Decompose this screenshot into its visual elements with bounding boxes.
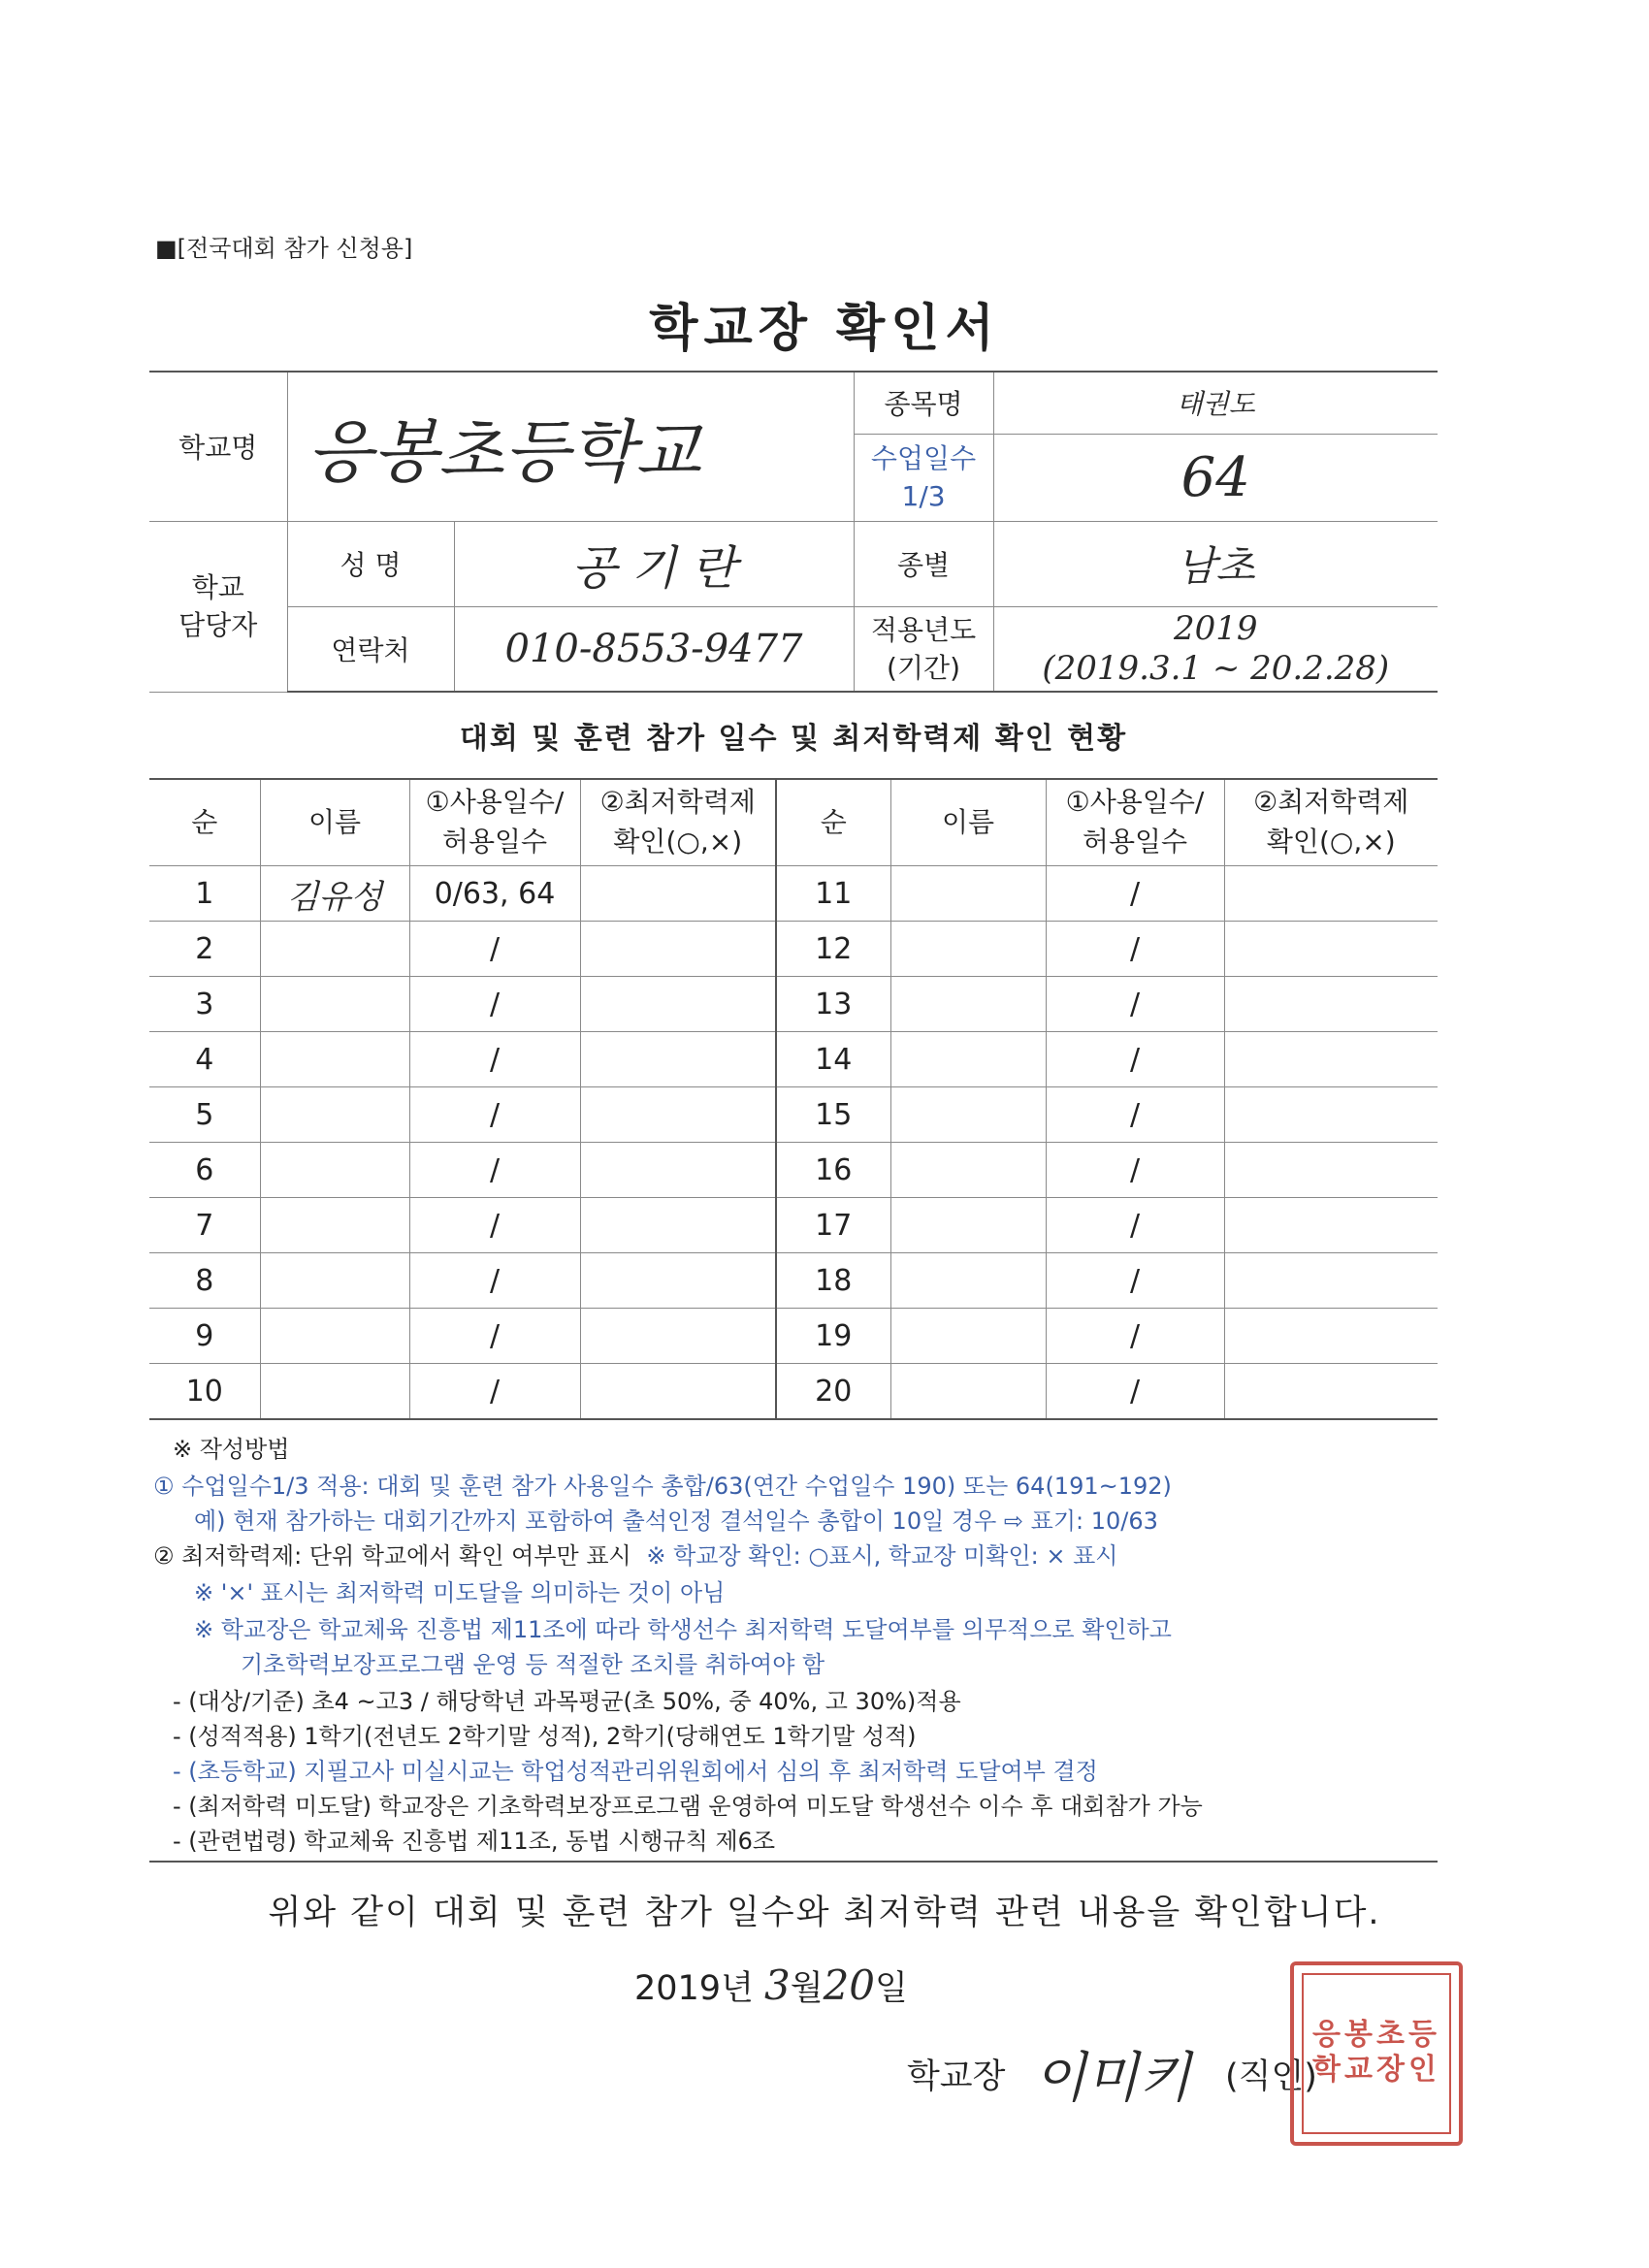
roster-right-name-cell <box>890 1087 1046 1143</box>
roster-left-days-cell: / <box>409 1309 580 1364</box>
roster-left-name-cell <box>260 1309 409 1364</box>
header-days-line1: ①사용일수/ <box>425 786 565 819</box>
roster-right-days-cell: / <box>1046 1198 1224 1253</box>
roster-left-check-cell <box>580 1032 776 1087</box>
class-days-label <box>854 434 993 521</box>
header-days-right-line1: ①사용일수/ <box>1065 786 1205 819</box>
contact-label: 연락처 <box>287 606 454 692</box>
roster-right-days-cell: / <box>1046 1309 1224 1364</box>
roster-right-check-cell <box>1224 1087 1438 1143</box>
roster-left-days-cell: / <box>409 1364 580 1420</box>
year-label-line1: 적용년도 <box>870 613 977 646</box>
roster-left-name-cell <box>260 1143 409 1198</box>
principal-line <box>907 2035 1317 2113</box>
principal-label: 학교장 <box>907 2057 1006 2096</box>
roster-left-days-cell: / <box>409 1087 580 1143</box>
roster-left-no-cell: 7 <box>149 1198 260 1253</box>
roster-right-name-cell <box>890 1198 1046 1253</box>
roster-right-no-cell: 14 <box>776 1032 890 1087</box>
note-detail-5: - (관련법령) 학교체육 진흥법 제11조, 동법 시행규칙 제6조 <box>173 1828 776 1855</box>
roster-right-days-cell: / <box>1046 977 1224 1032</box>
principal-signature: 이미키 <box>1033 2047 1191 2110</box>
roster-left-check-cell <box>580 1309 776 1364</box>
header-check-right-line1: ②최저학력제 <box>1253 786 1409 819</box>
roster-left-days-cell: / <box>409 1032 580 1087</box>
date-month: 3 <box>764 1961 791 2009</box>
roster-left-check-cell <box>580 1198 776 1253</box>
seal-text <box>1294 2018 1459 2088</box>
date-year: 2019년 <box>634 1969 754 2008</box>
roster-right-no-cell: 13 <box>776 977 890 1032</box>
roster-row <box>149 1253 1438 1309</box>
roster-left-name-cell <box>260 1198 409 1253</box>
staff-label-line2: 담당자 <box>178 609 258 641</box>
roster-right-no-cell: 11 <box>776 866 890 922</box>
sport-value: 태권도 <box>993 372 1438 434</box>
year-value-cell <box>993 606 1438 692</box>
name-value: 공 기 란 <box>454 521 854 606</box>
roster-right-name-cell <box>890 1143 1046 1198</box>
confirmation-statement: 위와 같이 대회 및 훈련 참가 일수와 최저학력 관련 내용을 확인합니다. <box>268 1894 1381 1932</box>
seal-text-line1: 응봉초등 <box>1312 2018 1440 2052</box>
roster-left-check-cell <box>580 1087 776 1143</box>
roster-left-days-cell: / <box>409 1253 580 1309</box>
roster-row <box>149 1364 1438 1420</box>
seal-text-line2: 학교장인 <box>1312 2053 1440 2087</box>
staff-label-line1: 학교 <box>191 570 244 603</box>
year-value: 2019 <box>1174 608 1258 648</box>
roster-left-days-cell: / <box>409 922 580 977</box>
roster-row <box>149 1309 1438 1364</box>
roster-left-check-cell <box>580 866 776 922</box>
roster-right-check-cell <box>1224 1143 1438 1198</box>
header-name: 이름 <box>260 779 409 866</box>
roster-left-no-cell: 6 <box>149 1143 260 1198</box>
roster-right-days-cell: / <box>1046 1364 1224 1420</box>
class-days-label-line1: 수업일수 <box>870 441 977 474</box>
date-day: 20 <box>823 1961 876 2009</box>
note-2b-text: ※ 학교장 확인: ○표시, 학교장 미확인: × 표시 <box>646 1542 1118 1570</box>
roster-right-check-cell <box>1224 1253 1438 1309</box>
roster-table <box>149 778 1438 1420</box>
note-detail-4: - (최저학력 미도달) 학교장은 기초학력보장프로그램 운영하여 미도달 학생선수 이수 후 대회참가 가능 <box>173 1793 1203 1820</box>
roster-right-no-cell: 12 <box>776 922 890 977</box>
roster-right-check-cell <box>1224 1364 1438 1420</box>
note-detail-1: - (대상/기준) 초4 ~고3 / 해당학년 과목평균(초 50%, 중 40%, 고 30%)적용 <box>173 1688 961 1715</box>
roster-left-name-cell <box>260 1032 409 1087</box>
roster-left-check-cell <box>580 1364 776 1420</box>
date-line <box>634 1961 908 2010</box>
roster-row <box>149 977 1438 1032</box>
roster-row <box>149 922 1438 977</box>
instructions-section <box>149 1426 1438 1863</box>
header-days-right <box>1046 779 1224 866</box>
roster-left-name-cell <box>260 1087 409 1143</box>
roster-left-check-cell <box>580 977 776 1032</box>
roster-header-row <box>149 779 1438 866</box>
roster-left-no-cell: 4 <box>149 1032 260 1087</box>
period-value: (2019.3.1 ~ 20.2.28) <box>1042 648 1390 688</box>
header-days-right-line2: 허용일수 <box>1082 826 1188 858</box>
roster-right-name-cell <box>890 1032 1046 1087</box>
roster-left-name-cell <box>260 1253 409 1309</box>
header-check-line2: 확인(○,×) <box>613 826 743 858</box>
contact-value: 010-8553-9477 <box>454 606 854 692</box>
note-3: ※ '×' 표시는 최저학력 미도달을 의미하는 것이 아님 <box>194 1579 726 1606</box>
roster-left-name-cell <box>260 977 409 1032</box>
category-label: 종별 <box>854 521 993 606</box>
note-1b: 예) 현재 참가하는 대회기간까지 포함하여 출석인정 결석일수 총합이 10일 경우 ⇨ 표기: 10/63 <box>194 1507 1158 1535</box>
roster-left-no-cell: 3 <box>149 977 260 1032</box>
header-check-right <box>1224 779 1438 866</box>
roster-right-name-cell <box>890 1364 1046 1420</box>
note-1a: ① 수업일수1/3 적용: 대회 및 훈련 참가 사용일수 총합/63(연간 수업일수 190) 또는 64(191~192) <box>153 1473 1172 1500</box>
header-days <box>409 779 580 866</box>
header-name-right: 이름 <box>890 779 1046 866</box>
roster-left-days-cell: / <box>409 977 580 1032</box>
document-title: 학교장 확인서 <box>649 300 1000 358</box>
note-detail-2: - (성적적용) 1학기(전년도 2학기말 성적), 2학기(당해연도 1학기말 성적) <box>173 1723 917 1750</box>
sport-label: 종목명 <box>854 372 993 434</box>
roster-left-days-cell: 0/63, 64 <box>409 866 580 922</box>
category-value: 남초 <box>993 521 1438 606</box>
roster-right-days-cell: / <box>1046 1032 1224 1087</box>
roster-right-check-cell <box>1224 866 1438 922</box>
roster-subtitle: 대회 및 훈련 참가 일수 및 최저학력제 확인 현황 <box>459 722 1128 756</box>
roster-right-days-cell: / <box>1046 922 1224 977</box>
header-check-line1: ②최저학력제 <box>599 786 756 819</box>
roster-row <box>149 866 1438 922</box>
roster-right-no-cell: 16 <box>776 1143 890 1198</box>
roster-right-days-cell: / <box>1046 1253 1224 1309</box>
roster-right-no-cell: 20 <box>776 1364 890 1420</box>
roster-row <box>149 1198 1438 1253</box>
header-check <box>580 779 776 866</box>
header-no-right: 순 <box>776 779 890 866</box>
roster-left-days-cell: / <box>409 1198 580 1253</box>
roster-row <box>149 1087 1438 1143</box>
year-label <box>854 606 993 692</box>
roster-left-check-cell <box>580 1253 776 1309</box>
school-label: 학교명 <box>149 372 287 521</box>
note-detail-3: - (초등학교) 지필고사 미실시교는 학업성적관리위원회에서 심의 후 최저학력 도달여부 결정 <box>173 1758 1098 1785</box>
roster-left-name-cell <box>260 922 409 977</box>
roster-left-name-cell <box>260 1364 409 1420</box>
class-days-value: 64 <box>993 434 1438 521</box>
class-days-label-line2: 1/3 <box>901 480 946 512</box>
roster-right-days-cell: / <box>1046 866 1224 922</box>
roster-left-no-cell: 2 <box>149 922 260 977</box>
roster-right-no-cell: 18 <box>776 1253 890 1309</box>
note-2a <box>153 1537 1117 1571</box>
roster-right-name-cell <box>890 1309 1046 1364</box>
roster-right-days-cell: / <box>1046 1087 1224 1143</box>
roster-right-name-cell <box>890 1253 1046 1309</box>
note-4a: ※ 학교장은 학교체육 진흥법 제11조에 따라 학생선수 최저학력 도달여부를 의무적으로 확인하고 <box>194 1616 1172 1643</box>
roster-right-name-cell <box>890 977 1046 1032</box>
roster-right-no-cell: 19 <box>776 1309 890 1364</box>
roster-right-check-cell <box>1224 922 1438 977</box>
roster-left-days-cell: / <box>409 1143 580 1198</box>
year-label-line2: (기간) <box>887 651 960 684</box>
date-month-unit: 월 <box>790 1969 824 2008</box>
roster-right-no-cell: 17 <box>776 1198 890 1253</box>
roster-right-name-cell <box>890 922 1046 977</box>
roster-left-check-cell <box>580 1143 776 1198</box>
roster-right-check-cell <box>1224 1198 1438 1253</box>
roster-left-no-cell: 9 <box>149 1309 260 1364</box>
roster-left-no-cell: 1 <box>149 866 260 922</box>
note-4b: 기초학력보장프로그램 운영 등 적절한 조치를 취하여야 함 <box>241 1651 825 1678</box>
roster-row <box>149 1143 1438 1198</box>
header-days-line2: 허용일수 <box>441 826 548 858</box>
header-no: 순 <box>149 779 260 866</box>
form-tag: ■[전국대회 참가 신청용] <box>155 235 413 262</box>
date-day-unit: 일 <box>875 1969 908 2008</box>
school-value: 응봉초등학교 <box>287 372 854 521</box>
roster-left-no-cell: 8 <box>149 1253 260 1309</box>
roster-right-no-cell: 15 <box>776 1087 890 1143</box>
name-label: 성 명 <box>287 521 454 606</box>
school-info-table <box>149 371 1438 693</box>
roster-row <box>149 1032 1438 1087</box>
roster-right-check-cell <box>1224 977 1438 1032</box>
notes-heading: ※ 작성방법 <box>173 1436 290 1463</box>
roster-left-name-cell: 김유성 <box>260 866 409 922</box>
header-check-right-line2: 확인(○,×) <box>1266 826 1396 858</box>
roster-left-no-cell: 10 <box>149 1364 260 1420</box>
roster-right-days-cell: / <box>1046 1143 1224 1198</box>
staff-label <box>149 521 287 692</box>
roster-left-check-cell <box>580 922 776 977</box>
note-2a-text: ② 최저학력제: 단위 학교에서 확인 여부만 표시 <box>153 1542 631 1570</box>
roster-right-check-cell <box>1224 1309 1438 1364</box>
official-seal-stamp <box>1290 1961 1463 2146</box>
roster-right-name-cell <box>890 866 1046 922</box>
seal-label: (직인) <box>1225 2057 1317 2096</box>
roster-left-no-cell: 5 <box>149 1087 260 1143</box>
roster-right-check-cell <box>1224 1032 1438 1087</box>
